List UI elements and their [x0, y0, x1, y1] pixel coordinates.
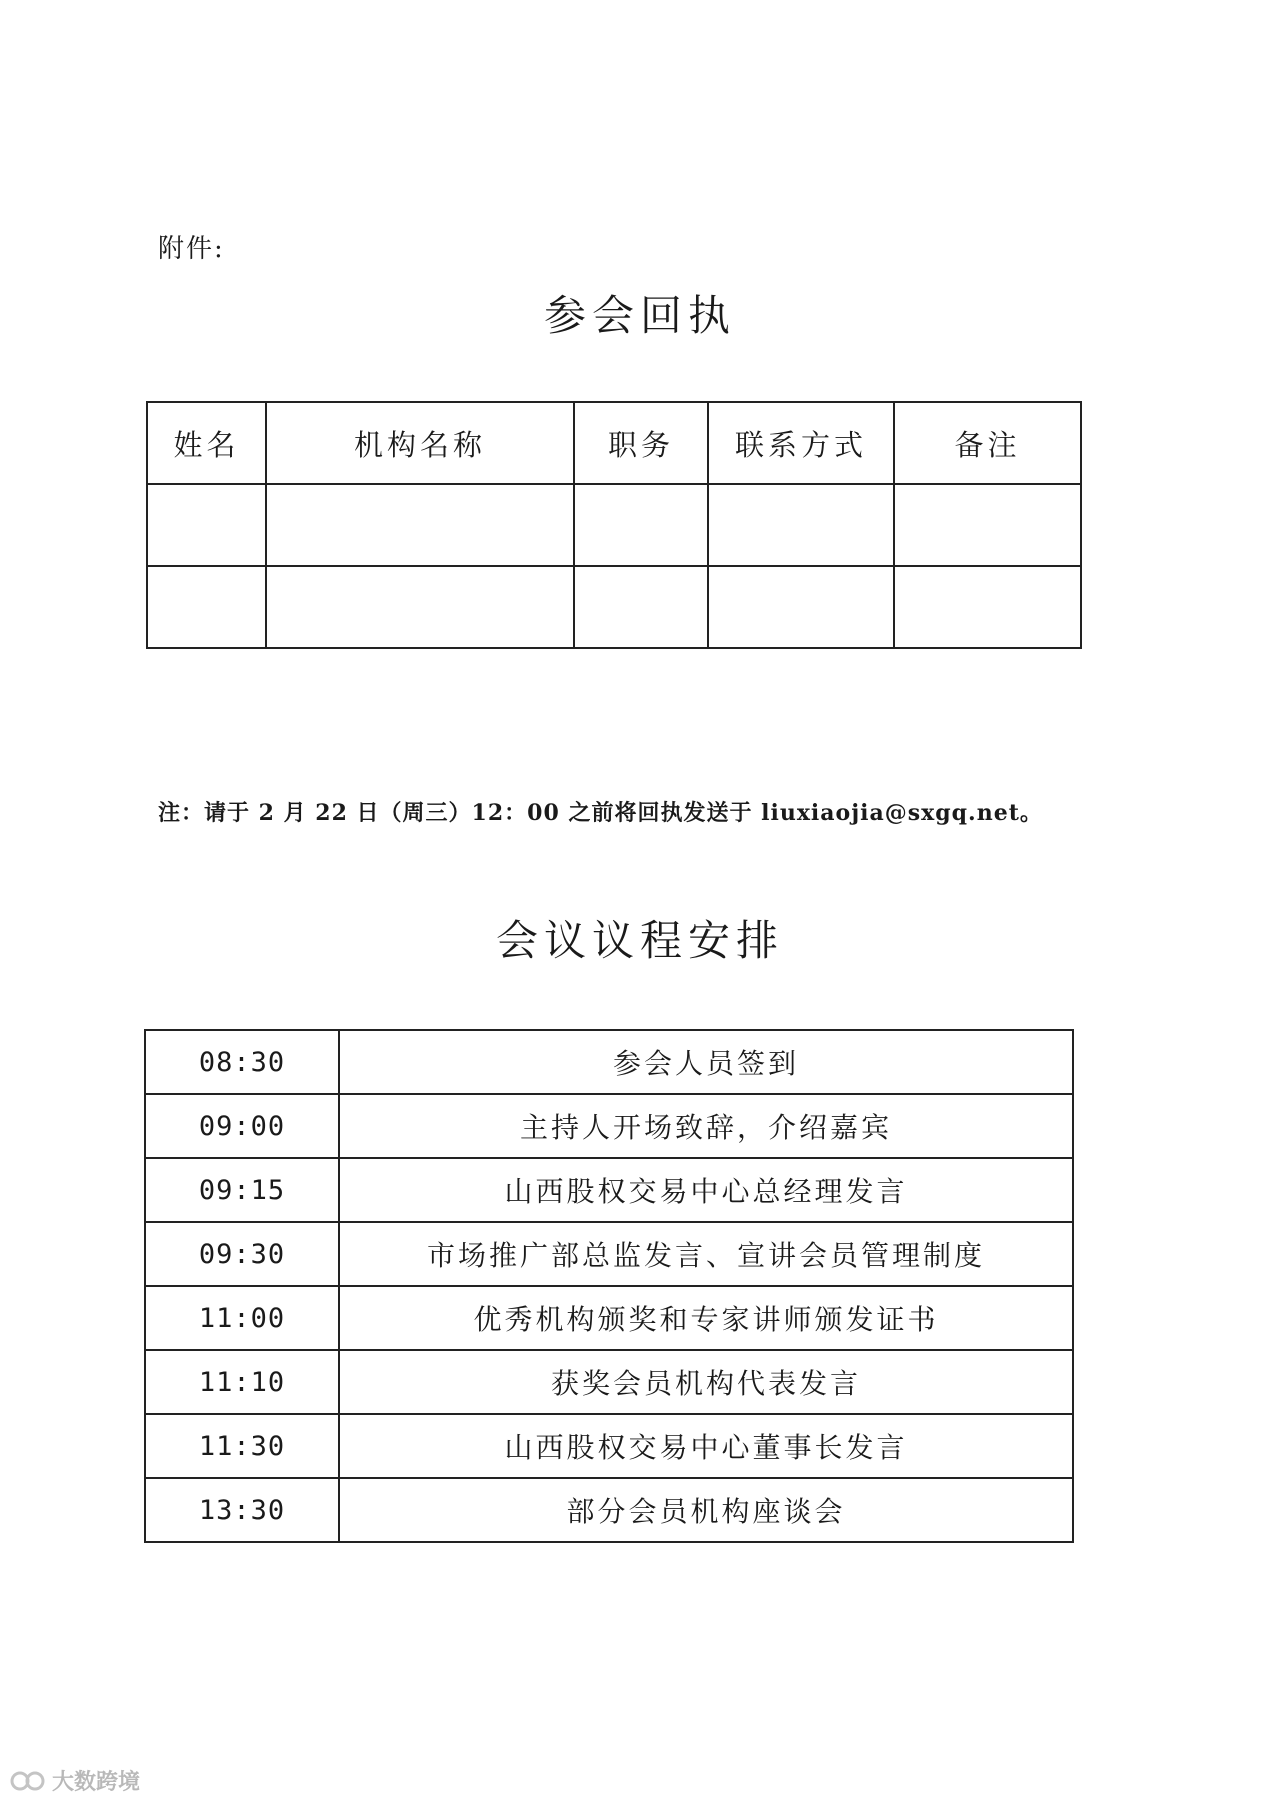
agenda-time: 09:15 — [145, 1158, 339, 1222]
agenda-time: 11:10 — [145, 1350, 339, 1414]
blank-cell[interactable] — [894, 484, 1081, 566]
agenda-row — [145, 1478, 1073, 1542]
agenda-item: 山西股权交易中心董事长发言 — [339, 1414, 1073, 1478]
watermark-text: 大数跨境 — [52, 1770, 141, 1795]
header-name: 姓名 — [147, 402, 266, 484]
header-remarks: 备注 — [894, 402, 1081, 484]
blank-cell[interactable] — [708, 566, 894, 648]
agenda-row — [145, 1094, 1073, 1158]
reply-form-header-row — [147, 402, 1081, 484]
blank-cell[interactable] — [574, 566, 708, 648]
agenda-time: 11:00 — [145, 1286, 339, 1350]
agenda-item: 优秀机构颁奖和专家讲师颁发证书 — [339, 1286, 1073, 1350]
header-contact: 联系方式 — [708, 402, 894, 484]
agenda-row — [145, 1350, 1073, 1414]
blank-cell[interactable] — [894, 566, 1081, 648]
watermark-logo-icon — [10, 1769, 46, 1793]
agenda-row — [145, 1158, 1073, 1222]
blank-cell[interactable] — [147, 484, 266, 566]
agenda-item: 获奖会员机构代表发言 — [339, 1350, 1073, 1414]
agenda-time: 09:00 — [145, 1094, 339, 1158]
reply-form-table — [146, 401, 1082, 649]
blank-cell[interactable] — [147, 566, 266, 648]
blank-cell[interactable] — [574, 484, 708, 566]
agenda-time: 09:30 — [145, 1222, 339, 1286]
agenda-row — [145, 1222, 1073, 1286]
reply-form-title: 参会回执 — [543, 291, 736, 340]
agenda-time: 13:30 — [145, 1478, 339, 1542]
watermark — [10, 1765, 140, 1796]
attachment-label: 附件: — [158, 234, 225, 264]
submission-note: 注：请于 2 月 22 日（周三）12：00 之前将回执发送于 liuxiaojia@sxgq.net。 — [158, 800, 1043, 826]
agenda-row — [145, 1030, 1073, 1094]
blank-cell[interactable] — [708, 484, 894, 566]
header-organization: 机构名称 — [266, 402, 574, 484]
agenda-row — [145, 1414, 1073, 1478]
agenda-item: 部分会员机构座谈会 — [339, 1478, 1073, 1542]
reply-form-blank-row — [147, 566, 1081, 648]
blank-cell[interactable] — [266, 566, 574, 648]
agenda-time: 11:30 — [145, 1414, 339, 1478]
blank-cell[interactable] — [266, 484, 574, 566]
agenda-table — [144, 1029, 1074, 1543]
agenda-row — [145, 1286, 1073, 1350]
agenda-time: 08:30 — [145, 1030, 339, 1094]
reply-form-blank-row — [147, 484, 1081, 566]
agenda-item: 山西股权交易中心总经理发言 — [339, 1158, 1073, 1222]
agenda-item: 市场推广部总监发言、宣讲会员管理制度 — [339, 1222, 1073, 1286]
header-position: 职务 — [574, 402, 708, 484]
agenda-item: 参会人员签到 — [339, 1030, 1073, 1094]
agenda-item: 主持人开场致辞，介绍嘉宾 — [339, 1094, 1073, 1158]
agenda-title: 会议议程安排 — [495, 916, 784, 965]
